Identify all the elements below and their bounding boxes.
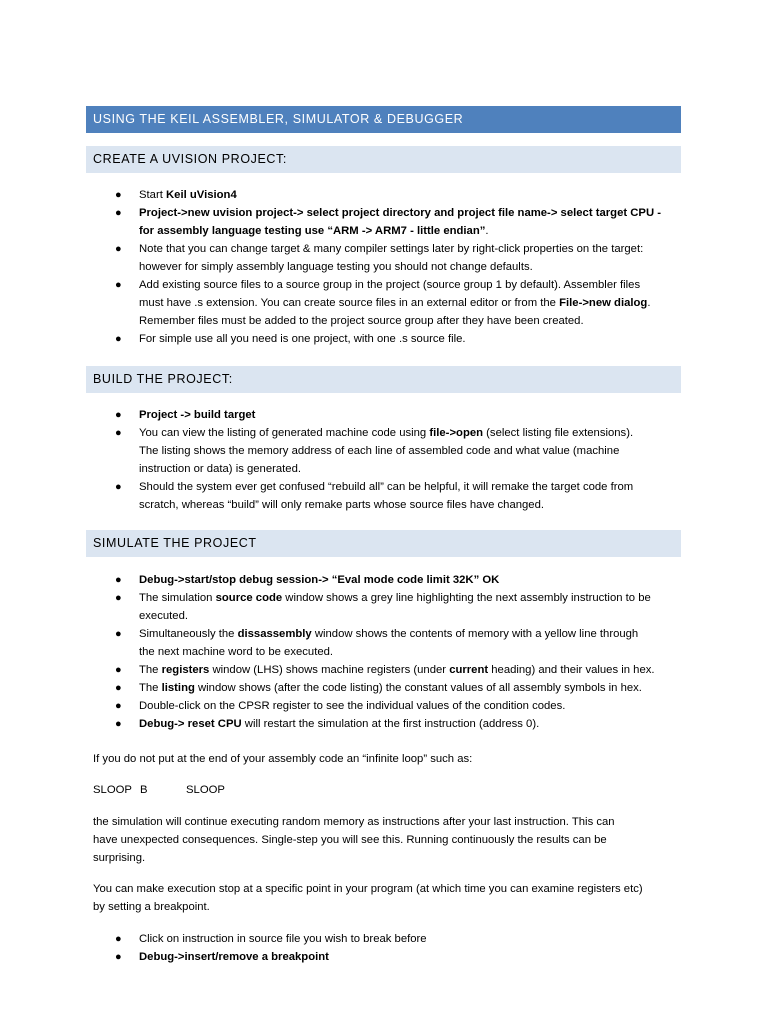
bullet-icon: ● [115, 207, 122, 219]
list-item: ● Project->new uvision project-> select project directory and project file name-> select target CPU - for assembly language testing use “ARM -> ARM7 - little endian”. [0, 204, 680, 240]
code-sloop [93, 781, 225, 799]
list-item: ● Debug-> reset CPU will restart the simulation at the first instruction (address 0). [0, 715, 680, 733]
list-item: ● Click on instruction in source file you wish to break before [0, 930, 680, 948]
bullet-icon: ● [115, 409, 122, 421]
breakpoint-list [0, 930, 680, 966]
list-item: ● The simulation source code window shows a grey line highlighting the next assembly instruction to be executed. [0, 589, 680, 625]
bullet-icon: ● [115, 700, 122, 712]
code-op: B [140, 784, 148, 796]
list-item: ● Note that you can change target & many compiler settings later by right-click properties on the target: however for simply assembly language testing you should not change defaults. [0, 240, 680, 276]
list-item: ● Start Keil uVision4 [0, 186, 680, 204]
bullet-icon: ● [115, 682, 122, 694]
document-title: USING THE KEIL ASSEMBLER, SIMULATOR & DEBUGGER [86, 106, 681, 133]
list-item: ● Debug->start/stop debug session-> “Eval mode code limit 32K” OK [0, 571, 680, 589]
list-item: ● The registers window (LHS) shows machine registers (under current heading) and their values in hex. [0, 661, 680, 679]
bullet-icon: ● [115, 333, 122, 345]
code-arg: SLOOP [186, 784, 225, 796]
bullet-icon: ● [115, 481, 122, 493]
bullet-icon: ● [115, 592, 122, 604]
paragraph-infinite-loop: If you do not put at the end of your assembly code an “infinite loop” such as: [93, 753, 473, 765]
bullet-icon: ● [115, 243, 122, 255]
heading-simulate-project: SIMULATE THE PROJECT [86, 530, 681, 557]
heading-create-project: CREATE A UVISION PROJECT: [86, 146, 681, 173]
list-item: ● The listing window shows (after the code listing) the constant values of all assembly symbols in hex. [0, 679, 680, 697]
bullet-icon: ● [115, 933, 122, 945]
list-item: ● Double-click on the CPSR register to see the individual values of the condition codes. [0, 697, 680, 715]
list-item: ● You can view the listing of generated machine code using file->open (select listing file extensions). The listing shows the memory address of each line of assembled code and what value (machine instruction or data) is generated. [0, 424, 680, 478]
create-project-list [0, 186, 680, 348]
list-item: ● Add existing source files to a source group in the project (source group 1 by default). Assembler files must have .s extension. You can create source files in an external editor or from the File->new dialog. Remember files must be added to the project source group after they have been created. [0, 276, 680, 330]
simulate-project-list [0, 571, 680, 733]
bullet-icon: ● [115, 279, 122, 291]
heading-build-project: BUILD THE PROJECT: [86, 366, 681, 393]
bullet-icon: ● [115, 718, 122, 730]
code-label: SLOOP [93, 784, 132, 796]
build-project-list [0, 406, 680, 514]
bullet-icon: ● [115, 951, 122, 963]
bullet-icon: ● [115, 427, 122, 439]
paragraph-breakpoint: You can make execution stop at a specific point in your program (at which time you can examine registers etc) by setting a breakpoint. [93, 883, 643, 913]
list-item: ● Simultaneously the dissassembly window shows the contents of memory with a yellow line through the next machine word to be executed. [0, 625, 680, 661]
paragraph-simulation: the simulation will continue executing random memory as instructions after your last instruction. This can have unexpected consequences. Single-step you will see this. Running continuously the results can be surprising. [93, 816, 615, 864]
list-item: ● Should the system ever get confused “rebuild all” can be helpful, it will remake the target code from scratch, whereas “build” will only remake parts whose source files have changed. [0, 478, 680, 514]
list-item: ● Debug->insert/remove a breakpoint [0, 948, 680, 966]
bullet-icon: ● [115, 664, 122, 676]
list-item: ● For simple use all you need is one project, with one .s source file. [0, 330, 680, 348]
bullet-icon: ● [115, 574, 122, 586]
list-item: ● Project -> build target [0, 406, 680, 424]
bullet-icon: ● [115, 189, 122, 201]
bullet-icon: ● [115, 628, 122, 640]
